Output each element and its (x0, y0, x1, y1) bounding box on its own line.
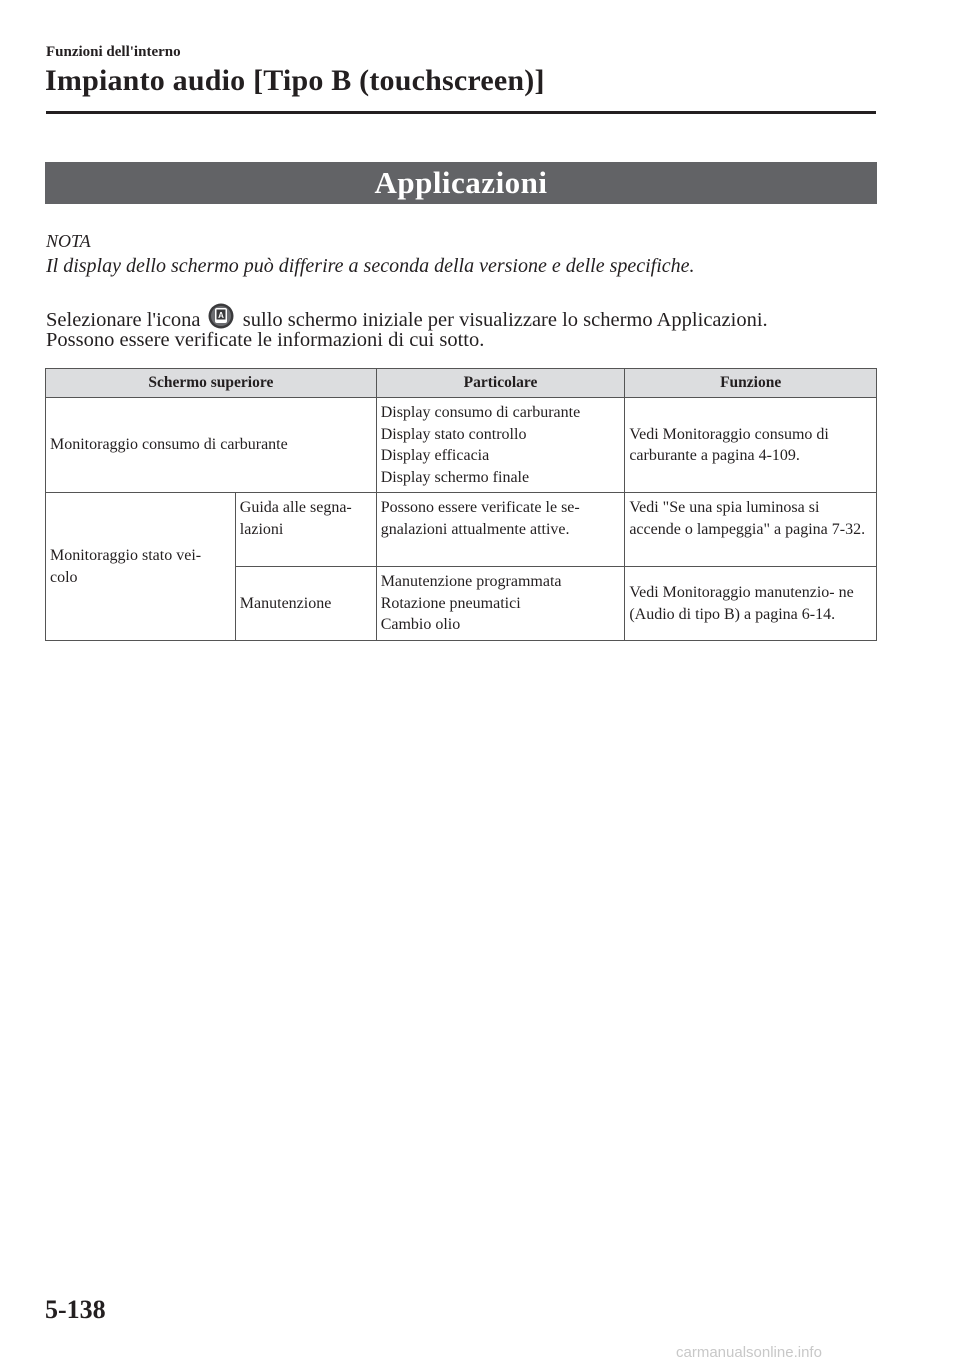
cell-function: Vedi Monitoraggio manutenzio- ne (Audio di tipo B) a pagina 6-14. (625, 567, 877, 641)
list-item: Display efficacia (380, 447, 490, 464)
list-item: Rotazione pneumatici (380, 594, 521, 612)
cell-sub-label: Manutenzione (235, 567, 376, 641)
watermark: carmanualsonline.info (676, 1344, 822, 1361)
applications-icon (208, 303, 234, 329)
page-number: 5-138 (45, 1295, 106, 1324)
list-item: Display schermo finale (380, 468, 530, 486)
list-item: Display stato controllo (380, 425, 527, 443)
table-row (46, 493, 877, 567)
header-function: Funzione (625, 369, 877, 398)
table-header-row (46, 369, 877, 398)
title-divider (46, 111, 876, 114)
cell-items (376, 398, 625, 493)
list-item: Display consumo di carburante (380, 404, 581, 421)
list-item: Manutenzione programmata (380, 573, 562, 591)
cell-function: Vedi Monitoraggio consumo di carburante a pagina 4-109. (625, 398, 877, 493)
note-text: Il display dello schermo può differire a seconda della versione e delle specifiche. (46, 255, 695, 277)
intro-text-after-icon: sullo schermo iniziale per visualizzare lo schermo Applicazioni. (242, 309, 768, 331)
intro-text-before-icon: Selezionare l'icona (46, 309, 201, 331)
cell-sub-label: Guida alle segna- lazioni (235, 493, 376, 567)
cell-function: Vedi "Se una spia luminosa si accende o lampeggia" a pagina 7-32. (625, 493, 877, 567)
section-title: Impianto audio [Tipo B (touchscreen)] (45, 64, 545, 97)
topic-banner: Applicazioni (45, 162, 877, 204)
table-row (46, 398, 877, 493)
intro-line-2: Possono essere verificate le informazioni di cui sotto. (46, 329, 485, 351)
cell-items: Possono essere verificate le se- gnalazioni attualmente attive. (376, 493, 625, 567)
cell-screen: Monitoraggio consumo di carburante (46, 398, 377, 493)
note-label: NOTA (46, 231, 91, 251)
applications-icon-letter: A (217, 311, 224, 320)
cell-screen: Monitoraggio stato vei- colo (46, 493, 236, 641)
applications-table (45, 368, 877, 641)
intro-line-1 (46, 303, 768, 332)
list-item: Cambio olio (380, 616, 461, 634)
chapter-label: Funzioni dell'interno (46, 44, 181, 60)
header-screen: Schermo superiore (46, 369, 377, 398)
header-item: Particolare (376, 369, 625, 398)
cell-items (376, 567, 625, 641)
